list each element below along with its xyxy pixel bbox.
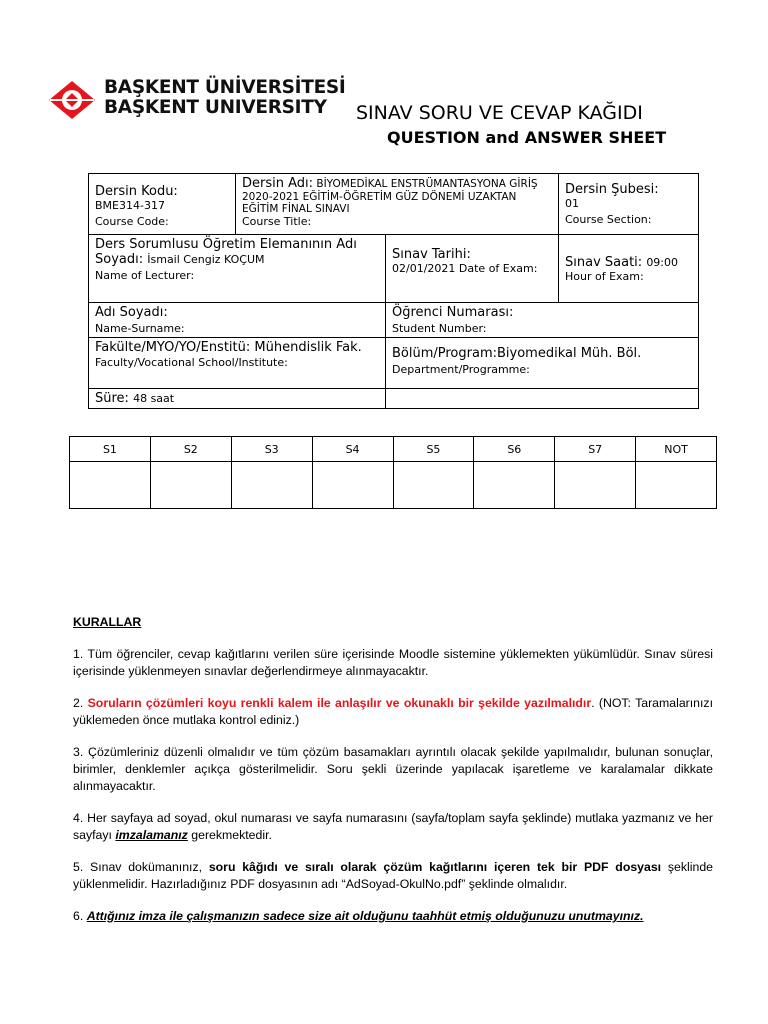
faculty-label: Fakülte/MYO/YO/Enstitü: [95,340,251,355]
course-name-value: BİYOMEDİKAL ENSTRÜMANTASYONA GİRİŞ 2020-2021 EĞİTİM-ÖĞRETİM GÜZ DÖNEMİ UZAKTAN EĞİTİM FİNAL SINAVI [242,178,538,215]
course-code-label: Dersin Kodu: [95,184,178,199]
rule-4-text: 4. Her sayfaya ad soyad, okul numarası ve sayfa numarasını (sayfa/toplam sayfa şeklinde) mutlaka yazmanız ve her sayfayı [73,811,713,842]
exam-date-value: 02/01/2021 [392,262,456,275]
course-name-label: Dersin Adı: [242,176,314,191]
score-cell-s4 [312,462,393,509]
student-no-cell [386,303,699,338]
score-cell-s3 [231,462,312,509]
department-label-en: Department/Programme: [392,363,530,376]
duration-value: 48 saat [133,392,175,405]
exam-date-label-en: Date of Exam: [458,262,538,275]
department-value: Biyomedikal Müh. Böl. [497,346,642,361]
rule-5-emphasis: soru kâğıdı ve sıralı olarak çözüm kağıtlarını içeren tek bir PDF dosyası [208,860,662,874]
score-header-s5: S5 [393,437,474,462]
score-header-s6: S6 [474,437,555,462]
rule-4-end: gerekmektedir. [191,828,272,842]
exam-time-label-en: Hour of Exam: [565,270,644,283]
rule-4-emphasis: imzalamanız [115,828,188,842]
page-title-en: QUESTION and ANSWER SHEET [387,128,667,147]
course-name-label-en: Course Title: [242,215,312,228]
faculty-label-en: Faculty/Vocational School/Institute: [95,356,288,369]
rule-2 [73,695,713,729]
rule-2-note: . (NOT: Taramalarınızı yüklemeden önce mutlaka kontrol ediniz.) [73,696,713,727]
lecturer-cell [89,235,386,303]
section-label-en: Course Section: [565,213,652,226]
course-code-value: BME314-317 [95,199,165,212]
rule-5-end: şeklinde yüklenmelidir. Hazırladığınız PDF dosyasının adı “AdSoyad-OkulNo.pdf” şeklinde olmalıdır. [73,860,713,891]
rule-5 [73,859,713,893]
student-no-label-en: Student Number: [392,322,487,335]
rule-2-emphasis: Soruların çözümleri koyu renkli kalem ile anlaşılır ve okunaklı bir şekilde yazılmalıdır [87,696,592,710]
duration-cell [89,389,386,409]
rules-heading: KURALLAR [73,615,142,629]
exam-info-table [88,173,699,409]
score-cell-s7 [555,462,636,509]
score-header-s1: S1 [70,437,151,462]
lecturer-label: Ders Sorumlusu Öğretim Elemanının Adı Soyadı: [95,237,357,267]
student-no-label: Öğrenci Numarası: [392,305,514,320]
section-label: Dersin Şubesi: [565,182,659,197]
score-cell-s6 [474,462,555,509]
exam-time-label: Sınav Saati: [565,255,643,270]
score-table [69,436,717,509]
page-title-tr: SINAV SORU VE CEVAP KAĞIDI [356,102,643,124]
name-cell [89,303,386,338]
rule-6-number: 6. [73,909,84,923]
exam-date-cell [386,235,559,303]
score-cell-s5 [393,462,474,509]
section-value: 01 [565,197,579,210]
section-cell [559,174,699,235]
course-name-cell [236,174,559,235]
university-logo [48,77,346,122]
score-header-not: NOT [636,437,717,462]
university-emblem-icon [48,80,96,120]
duration-label: Süre: [95,391,129,406]
score-header-s4: S4 [312,437,393,462]
name-label-en: Name-Surname: [95,322,185,335]
rule-3: 3. Çözümleriniz düzenli olmalıdır ve tüm çözüm basamakları ayrıntılı olacak şekilde yapılmalıdır, bulunan sonuçlar, birimler, denklemler açıkça gösterilmelidir. Soru şekli üzerinde yapılacak işaretleme ve karalamalar dikkate alınmayacaktır. [73,745,713,793]
score-cell-s2 [150,462,231,509]
score-cell-s1 [70,462,151,509]
empty-cell [386,389,699,409]
university-name-en: BAŞKENT UNIVERSITY [104,97,327,118]
score-header-s3: S3 [231,437,312,462]
rule-5-text: 5. Sınav dokümanınız, [73,860,203,874]
name-label: Adı Soyadı: [95,305,168,320]
exam-date-label: Sınav Tarihi: [392,247,471,262]
rule-2-number: 2. [73,696,84,710]
exam-time-value: 09:00 [646,256,679,269]
score-header-s2: S2 [150,437,231,462]
rules-section [73,614,713,940]
score-cell-not [636,462,717,509]
score-header-s7: S7 [555,437,636,462]
course-code-cell [89,174,236,235]
rule-1: 1. Tüm öğrenciler, cevap kağıtlarını verilen süre içerisinde Moodle sistemine yüklemekten yükümlüdür. Sınav süresi içerisinde yüklenmeyen sınavlar değerlendirmeye alınmayacaktır. [73,647,713,678]
faculty-cell [89,338,386,389]
rule-4 [73,810,713,844]
rule-6-text: Attığınız imza ile çalışmanızın sadece size ait olduğunu taahhüt etmiş olduğunuzu unutmayınız. [86,909,644,923]
department-cell [386,338,699,389]
department-label: Bölüm/Program: [392,346,497,361]
lecturer-value: İsmail Cengiz KOÇUM [147,253,265,266]
university-name-tr: BAŞKENT ÜNİVERSİTESİ [104,77,346,98]
lecturer-label-en: Name of Lecturer: [95,269,195,282]
rule-6 [73,908,713,925]
exam-time-cell [559,235,699,303]
course-code-label-en: Course Code: [95,215,169,228]
faculty-value: Mühendislik Fak. [254,340,362,355]
